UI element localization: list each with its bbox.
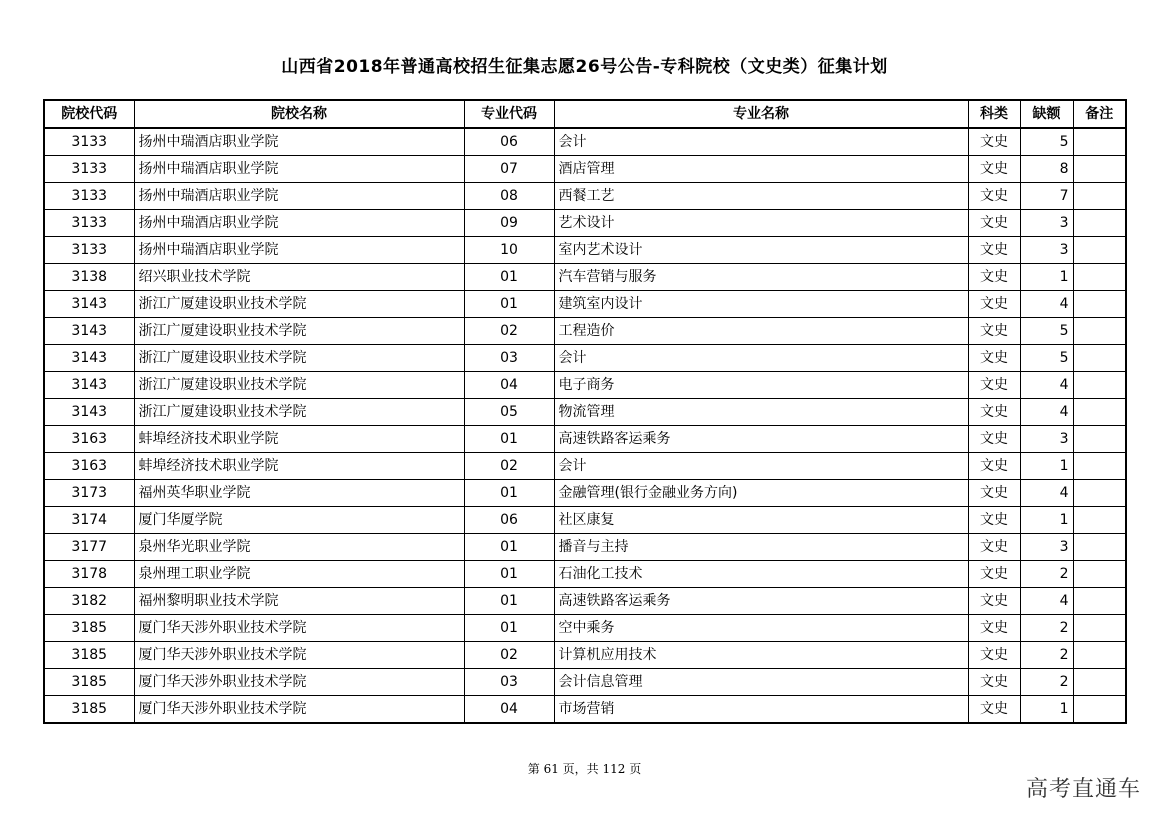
major-name-cell: 电子商务: [554, 372, 968, 399]
major-code-cell: 07: [464, 156, 554, 183]
major-code-cell: 02: [464, 318, 554, 345]
school-code-cell: 3143: [44, 318, 134, 345]
remarks-cell: [1073, 210, 1126, 237]
vacancy-cell: 2: [1020, 615, 1073, 642]
school-name-cell: 蚌埠经济技术职业学院: [134, 453, 464, 480]
major-name-cell: 空中乘务: [554, 615, 968, 642]
school-code-cell: 3143: [44, 345, 134, 372]
vacancy-cell: 5: [1020, 345, 1073, 372]
table-row: [44, 264, 1126, 291]
table-row: [44, 291, 1126, 318]
school-code-cell: 3143: [44, 291, 134, 318]
table-row: [44, 507, 1126, 534]
major-name-cell: 建筑室内设计: [554, 291, 968, 318]
vacancy-cell: 2: [1020, 561, 1073, 588]
major-name-cell: 会计: [554, 345, 968, 372]
vacancy-cell: 5: [1020, 318, 1073, 345]
school-name-cell: 厦门华天涉外职业技术学院: [134, 642, 464, 669]
school-code-cell: 3138: [44, 264, 134, 291]
table-row: [44, 399, 1126, 426]
vacancy-cell: 4: [1020, 480, 1073, 507]
major-code-cell: 08: [464, 183, 554, 210]
category-cell: 文史: [968, 426, 1020, 453]
major-name-cell: 高速铁路客运乘务: [554, 426, 968, 453]
category-cell: 文史: [968, 588, 1020, 615]
school-name-cell: 泉州理工职业学院: [134, 561, 464, 588]
major-name-cell: 汽车营销与服务: [554, 264, 968, 291]
category-cell: 文史: [968, 128, 1020, 156]
school-name-cell: 扬州中瑞酒店职业学院: [134, 128, 464, 156]
school-name-cell: 浙江广厦建设职业技术学院: [134, 291, 464, 318]
vacancy-cell: 5: [1020, 128, 1073, 156]
major-code-cell: 05: [464, 399, 554, 426]
school-name-cell: 厦门华天涉外职业技术学院: [134, 669, 464, 696]
school-code-cell: 3177: [44, 534, 134, 561]
table-row: [44, 561, 1126, 588]
major-name-cell: 社区康复: [554, 507, 968, 534]
school-code-cell: 3182: [44, 588, 134, 615]
remarks-cell: [1073, 399, 1126, 426]
remarks-cell: [1073, 318, 1126, 345]
header-major-code: 专业代码: [464, 100, 554, 128]
major-code-cell: 10: [464, 237, 554, 264]
table-row: [44, 237, 1126, 264]
school-code-cell: 3133: [44, 183, 134, 210]
major-code-cell: 01: [464, 480, 554, 507]
header-school-name: 院校名称: [134, 100, 464, 128]
vacancy-cell: 4: [1020, 399, 1073, 426]
school-code-cell: 3133: [44, 128, 134, 156]
major-code-cell: 06: [464, 507, 554, 534]
category-cell: 文史: [968, 642, 1020, 669]
category-cell: 文史: [968, 480, 1020, 507]
remarks-cell: [1073, 345, 1126, 372]
major-code-cell: 02: [464, 642, 554, 669]
category-cell: 文史: [968, 264, 1020, 291]
table-row: [44, 156, 1126, 183]
watermark: 高考直通车: [1025, 777, 1141, 802]
remarks-cell: [1073, 480, 1126, 507]
vacancy-cell: 3: [1020, 210, 1073, 237]
remarks-cell: [1073, 291, 1126, 318]
category-cell: 文史: [968, 561, 1020, 588]
major-name-cell: 艺术设计: [554, 210, 968, 237]
school-name-cell: 浙江广厦建设职业技术学院: [134, 372, 464, 399]
vacancy-cell: 8: [1020, 156, 1073, 183]
remarks-cell: [1073, 561, 1126, 588]
table-body: [44, 128, 1126, 723]
table-row: [44, 480, 1126, 507]
remarks-cell: [1073, 507, 1126, 534]
major-code-cell: 04: [464, 696, 554, 724]
remarks-cell: [1073, 696, 1126, 724]
vacancy-cell: 3: [1020, 534, 1073, 561]
table-row: [44, 588, 1126, 615]
major-name-cell: 高速铁路客运乘务: [554, 588, 968, 615]
remarks-cell: [1073, 183, 1126, 210]
table-row: [44, 453, 1126, 480]
school-name-cell: 泉州华光职业学院: [134, 534, 464, 561]
major-name-cell: 西餐工艺: [554, 183, 968, 210]
header-category: 科类: [968, 100, 1020, 128]
major-name-cell: 酒店管理: [554, 156, 968, 183]
school-name-cell: 浙江广厦建设职业技术学院: [134, 399, 464, 426]
school-code-cell: 3185: [44, 669, 134, 696]
school-code-cell: 3143: [44, 372, 134, 399]
vacancy-cell: 2: [1020, 642, 1073, 669]
table-row: [44, 696, 1126, 724]
table-row: [44, 183, 1126, 210]
school-name-cell: 扬州中瑞酒店职业学院: [134, 183, 464, 210]
major-name-cell: 工程造价: [554, 318, 968, 345]
category-cell: 文史: [968, 372, 1020, 399]
school-code-cell: 3133: [44, 237, 134, 264]
major-code-cell: 03: [464, 345, 554, 372]
school-code-cell: 3185: [44, 615, 134, 642]
major-code-cell: 04: [464, 372, 554, 399]
table-row: [44, 642, 1126, 669]
school-name-cell: 扬州中瑞酒店职业学院: [134, 210, 464, 237]
school-name-cell: 厦门华厦学院: [134, 507, 464, 534]
category-cell: 文史: [968, 210, 1020, 237]
table-row: [44, 210, 1126, 237]
vacancy-cell: 1: [1020, 264, 1073, 291]
category-cell: 文史: [968, 507, 1020, 534]
table-row: [44, 669, 1126, 696]
remarks-cell: [1073, 534, 1126, 561]
school-name-cell: 厦门华天涉外职业技术学院: [134, 615, 464, 642]
table-row: [44, 534, 1126, 561]
school-name-cell: 扬州中瑞酒店职业学院: [134, 156, 464, 183]
major-code-cell: 01: [464, 534, 554, 561]
major-name-cell: 播音与主持: [554, 534, 968, 561]
category-cell: 文史: [968, 156, 1020, 183]
school-name-cell: 绍兴职业技术学院: [134, 264, 464, 291]
remarks-cell: [1073, 156, 1126, 183]
school-name-cell: 蚌埠经济技术职业学院: [134, 426, 464, 453]
table-row: [44, 318, 1126, 345]
remarks-cell: [1073, 642, 1126, 669]
remarks-cell: [1073, 615, 1126, 642]
vacancy-cell: 4: [1020, 588, 1073, 615]
major-name-cell: 石油化工技术: [554, 561, 968, 588]
major-name-cell: 金融管理(银行金融业务方向): [554, 480, 968, 507]
remarks-cell: [1073, 264, 1126, 291]
table-row: [44, 128, 1126, 156]
major-name-cell: 市场营销: [554, 696, 968, 724]
remarks-cell: [1073, 128, 1126, 156]
school-name-cell: 浙江广厦建设职业技术学院: [134, 318, 464, 345]
header-school-code: 院校代码: [44, 100, 134, 128]
major-code-cell: 02: [464, 453, 554, 480]
remarks-cell: [1073, 453, 1126, 480]
vacancy-cell: 3: [1020, 237, 1073, 264]
vacancy-cell: 4: [1020, 372, 1073, 399]
major-name-cell: 会计信息管理: [554, 669, 968, 696]
category-cell: 文史: [968, 534, 1020, 561]
vacancy-cell: 2: [1020, 669, 1073, 696]
table-row: [44, 615, 1126, 642]
table-header-row: [44, 100, 1126, 128]
category-cell: 文史: [968, 318, 1020, 345]
header-major-name: 专业名称: [554, 100, 968, 128]
category-cell: 文史: [968, 291, 1020, 318]
major-name-cell: 会计: [554, 453, 968, 480]
major-code-cell: 03: [464, 669, 554, 696]
remarks-cell: [1073, 426, 1126, 453]
table-row: [44, 426, 1126, 453]
enrollment-plan-table: [43, 99, 1127, 724]
major-code-cell: 01: [464, 291, 554, 318]
header-remarks: 备注: [1073, 100, 1126, 128]
major-code-cell: 01: [464, 561, 554, 588]
vacancy-cell: 7: [1020, 183, 1073, 210]
school-code-cell: 3133: [44, 210, 134, 237]
table-row: [44, 345, 1126, 372]
category-cell: 文史: [968, 615, 1020, 642]
vacancy-cell: 1: [1020, 696, 1073, 724]
school-name-cell: 厦门华天涉外职业技术学院: [134, 696, 464, 724]
remarks-cell: [1073, 588, 1126, 615]
category-cell: 文史: [968, 237, 1020, 264]
header-vacancy: 缺额: [1020, 100, 1073, 128]
remarks-cell: [1073, 237, 1126, 264]
category-cell: 文史: [968, 453, 1020, 480]
school-code-cell: 3173: [44, 480, 134, 507]
school-code-cell: 3133: [44, 156, 134, 183]
school-code-cell: 3185: [44, 642, 134, 669]
major-name-cell: 物流管理: [554, 399, 968, 426]
vacancy-cell: 1: [1020, 507, 1073, 534]
table-row: [44, 372, 1126, 399]
major-code-cell: 01: [464, 426, 554, 453]
major-name-cell: 计算机应用技术: [554, 642, 968, 669]
category-cell: 文史: [968, 696, 1020, 724]
category-cell: 文史: [968, 669, 1020, 696]
school-code-cell: 3143: [44, 399, 134, 426]
major-name-cell: 室内艺术设计: [554, 237, 968, 264]
remarks-cell: [1073, 372, 1126, 399]
school-name-cell: 扬州中瑞酒店职业学院: [134, 237, 464, 264]
school-code-cell: 3185: [44, 696, 134, 724]
school-code-cell: 3163: [44, 426, 134, 453]
school-name-cell: 福州英华职业学院: [134, 480, 464, 507]
vacancy-cell: 4: [1020, 291, 1073, 318]
page-footer: 第 61 页，共 112 页: [527, 762, 642, 776]
page-title: 山西省2018年普通高校招生征集志愿26号公告-专科院校（文史类）征集计划: [281, 57, 888, 77]
major-code-cell: 01: [464, 588, 554, 615]
vacancy-cell: 1: [1020, 453, 1073, 480]
school-name-cell: 浙江广厦建设职业技术学院: [134, 345, 464, 372]
category-cell: 文史: [968, 345, 1020, 372]
major-name-cell: 会计: [554, 128, 968, 156]
major-code-cell: 09: [464, 210, 554, 237]
school-code-cell: 3178: [44, 561, 134, 588]
school-name-cell: 福州黎明职业技术学院: [134, 588, 464, 615]
category-cell: 文史: [968, 183, 1020, 210]
remarks-cell: [1073, 669, 1126, 696]
major-code-cell: 01: [464, 264, 554, 291]
vacancy-cell: 3: [1020, 426, 1073, 453]
school-code-cell: 3174: [44, 507, 134, 534]
school-code-cell: 3163: [44, 453, 134, 480]
major-code-cell: 06: [464, 128, 554, 156]
category-cell: 文史: [968, 399, 1020, 426]
major-code-cell: 01: [464, 615, 554, 642]
